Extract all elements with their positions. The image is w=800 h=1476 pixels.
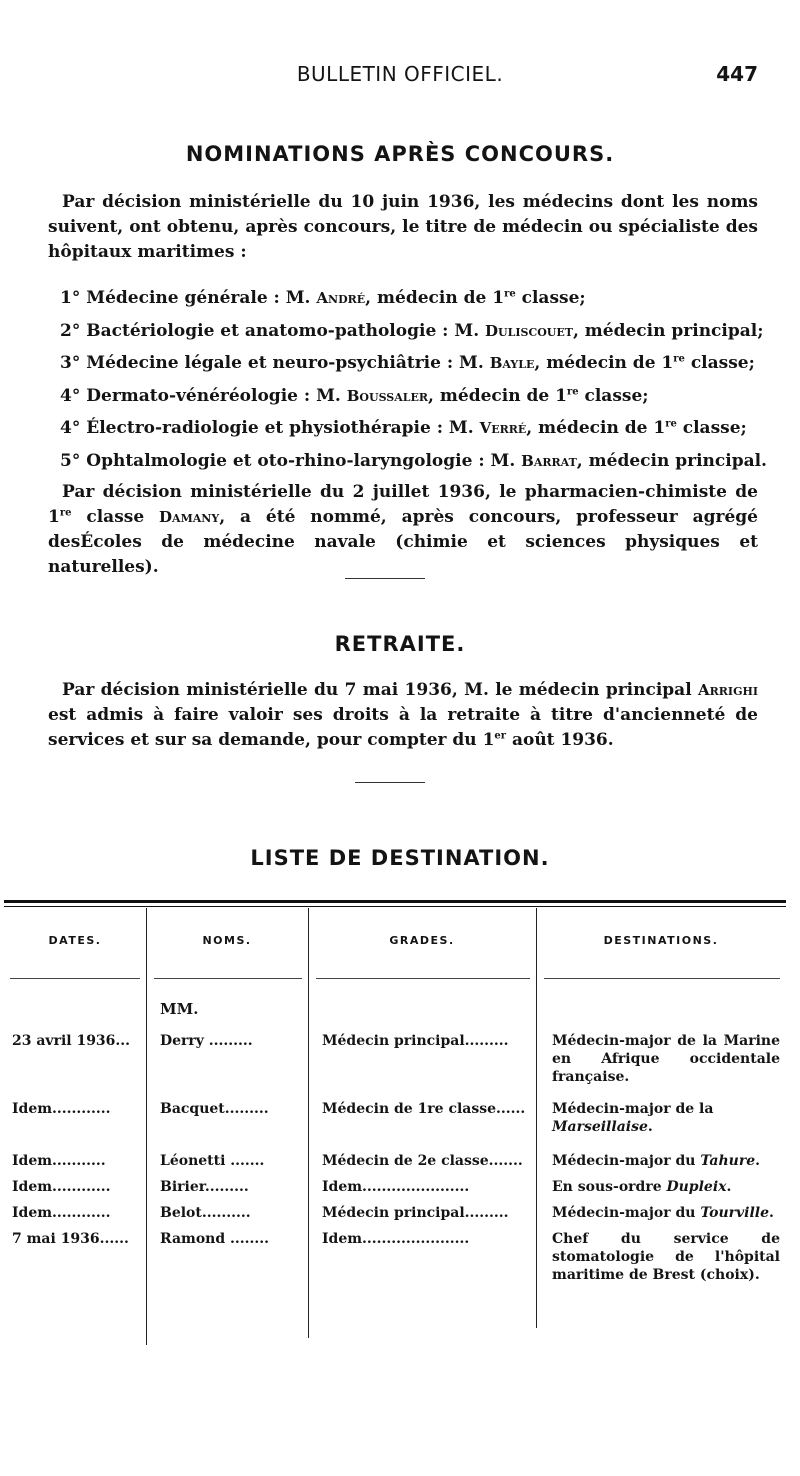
row-destination xyxy=(552,1204,780,1222)
retraite-heading: RETRAITE. xyxy=(334,632,466,656)
running-header xyxy=(0,62,800,92)
item-number: 4° xyxy=(60,418,81,438)
dest-text: . xyxy=(647,1119,653,1135)
item-specialty: Ophtalmologie et oto-rhino-laryngologie : M. xyxy=(86,450,516,471)
item-tail: classe; xyxy=(684,353,755,373)
nomination-item xyxy=(60,347,760,380)
header-rule xyxy=(544,978,780,979)
item-number: 2° xyxy=(60,320,81,341)
row-date: Idem............ xyxy=(12,1101,111,1117)
item-specialty: Bactériologie et anatomo-pathologie : M. xyxy=(86,320,480,341)
para-sup: re xyxy=(59,507,72,519)
row-name: Bacquet......... xyxy=(160,1101,269,1117)
row-date: Idem............ xyxy=(12,1205,111,1221)
item-specialty: Médecine générale : M. xyxy=(86,288,311,308)
nomination-item xyxy=(60,380,760,413)
dest-text: . xyxy=(726,1179,732,1195)
bulletin-title: BULLETIN OFFICIEL. xyxy=(296,62,504,86)
para-sup: er xyxy=(494,730,507,742)
table-top-rule xyxy=(4,900,786,903)
row-name: Derry ......... xyxy=(160,1033,253,1049)
para-text: Par décision ministérielle du 7 mai 1936, M. le médecin principal xyxy=(62,680,692,700)
para-text: août 1936. xyxy=(506,730,614,750)
column-divider xyxy=(308,908,309,1338)
pharmacist-paragraph xyxy=(48,480,758,580)
item-specialty: Médecine légale et neuro-psychiâtrie : M. xyxy=(86,353,484,373)
item-rank: , médecin de 1 xyxy=(526,418,666,438)
row-date: Idem........... xyxy=(12,1153,106,1169)
row-destination: Médecin-major de la Marine en Afrique occidentale française. xyxy=(552,1033,780,1085)
item-sup: re xyxy=(566,385,579,397)
dest-text: Médecin-major du xyxy=(552,1205,701,1221)
nomination-item xyxy=(60,445,767,478)
row-grade: Médecin principal......... xyxy=(322,1205,509,1221)
dest-text: . xyxy=(755,1153,760,1169)
item-rank: , médecin de 1 xyxy=(365,288,505,308)
row-date: Idem............ xyxy=(12,1179,111,1195)
nominations-list xyxy=(60,282,767,477)
para-text: est admis à faire valoir ses droits à la retraite à titre d'ancienneté de services et sur sa demande, pour compter du 1 xyxy=(48,705,758,750)
item-number: 4° xyxy=(60,385,81,406)
item-name: Duliscouet xyxy=(485,321,573,340)
item-name: Boussaler xyxy=(346,386,429,405)
item-tail: classe; xyxy=(676,418,747,438)
item-sup: re xyxy=(665,418,677,430)
liste-heading: LISTE DE DESTINATION. xyxy=(250,846,550,870)
column-divider xyxy=(536,908,537,1328)
para-text: classe xyxy=(71,507,145,527)
item-name: Verré xyxy=(479,419,527,437)
column-header-noms: NOMS. xyxy=(202,934,252,947)
row-grade: Idem...................... xyxy=(322,1231,470,1247)
ship-name: Marseillaise xyxy=(552,1119,648,1135)
item-tail: classe; xyxy=(578,385,649,406)
item-rank: , médecin de 1 xyxy=(428,385,567,406)
column-header-dates: DATES. xyxy=(48,934,102,947)
header-rule xyxy=(10,978,140,979)
ship-name: Dupleix xyxy=(666,1179,727,1195)
mm-label: MM. xyxy=(160,1000,199,1018)
ship-name: Tourville xyxy=(700,1205,770,1221)
dest-text: En sous-ordre xyxy=(552,1179,667,1195)
item-specialty: Électro-radiologie et physiothérapie : M. xyxy=(86,418,474,438)
item-sup: re xyxy=(504,288,516,300)
item-rank: , médecin principal; xyxy=(572,320,764,341)
column-header-destinations: DESTINATIONS. xyxy=(603,934,719,947)
para-text: , a été nommé, après concours, professeur agrégé desÉcoles de médecine navale (chimie et sciences physiques et naturelles). xyxy=(48,507,758,577)
row-name: Birier......... xyxy=(160,1179,249,1195)
row-grade: Idem...................... xyxy=(322,1179,470,1195)
item-rank: , médecin principal. xyxy=(576,450,767,471)
row-grade: Médecin de 2e classe....... xyxy=(322,1153,523,1169)
pharmacist-name: Damany xyxy=(159,508,220,526)
dest-text: Médecin-major de la xyxy=(552,1101,714,1117)
item-number: 3° xyxy=(60,353,81,373)
row-destination xyxy=(552,1178,780,1196)
ship-name: Tahure xyxy=(700,1153,756,1169)
item-name: André xyxy=(316,289,366,307)
separator-rule xyxy=(345,578,425,579)
dest-text: Médecin-major du xyxy=(552,1153,701,1169)
item-specialty: Dermato-vénéréologie : M. xyxy=(86,385,341,406)
nominations-heading: NOMINATIONS APRÈS CONCOURS. xyxy=(185,142,615,166)
separator-rule xyxy=(355,782,425,783)
row-grade: Médecin principal......... xyxy=(322,1033,509,1049)
row-name: Belot.......... xyxy=(160,1205,251,1221)
destination-table xyxy=(4,900,786,1345)
item-sup: re xyxy=(673,353,685,365)
item-tail: classe; xyxy=(515,288,586,308)
nominations-intro: Par décision ministérielle du 10 juin 1936, les médecins dont les noms suivent, ont obtenu, après concours, le titre de médecin ou spécialiste des hôpitaux maritimes : xyxy=(48,192,758,262)
row-date: 7 mai 1936...... xyxy=(12,1231,129,1247)
column-header-grades: GRADES. xyxy=(389,934,455,947)
item-name: Barrat xyxy=(521,451,577,470)
row-grade: Médecin de 1re classe...... xyxy=(322,1101,526,1117)
nomination-item xyxy=(60,412,760,445)
row-destination: Chef du service de stomatologie de l'hôpital maritime de Brest (choix). xyxy=(552,1231,780,1283)
row-name: Ramond ........ xyxy=(160,1231,270,1247)
dest-text: . xyxy=(769,1205,774,1221)
row-name: Léonetti ....... xyxy=(160,1153,265,1169)
nomination-item xyxy=(60,315,764,348)
table-top-rule xyxy=(4,906,786,907)
header-rule xyxy=(154,978,302,979)
row-destination xyxy=(552,1152,780,1170)
header-rule xyxy=(316,978,530,979)
nomination-item xyxy=(60,282,760,315)
column-divider xyxy=(146,908,147,1345)
item-rank: , médecin de 1 xyxy=(534,353,674,373)
item-number: 1° xyxy=(60,288,81,308)
row-date: 23 avril 1936... xyxy=(12,1033,131,1049)
retraite-paragraph xyxy=(48,678,758,753)
item-number: 5° xyxy=(60,450,81,471)
para-text: Par décision ministérielle du 2 juillet 1936, le pharmacien-chimiste de 1 xyxy=(48,482,758,527)
page-number: 447 xyxy=(716,62,758,86)
item-name: Bayle xyxy=(489,354,535,372)
row-destination xyxy=(552,1100,780,1136)
retiree-name: Arrighi xyxy=(698,681,758,699)
